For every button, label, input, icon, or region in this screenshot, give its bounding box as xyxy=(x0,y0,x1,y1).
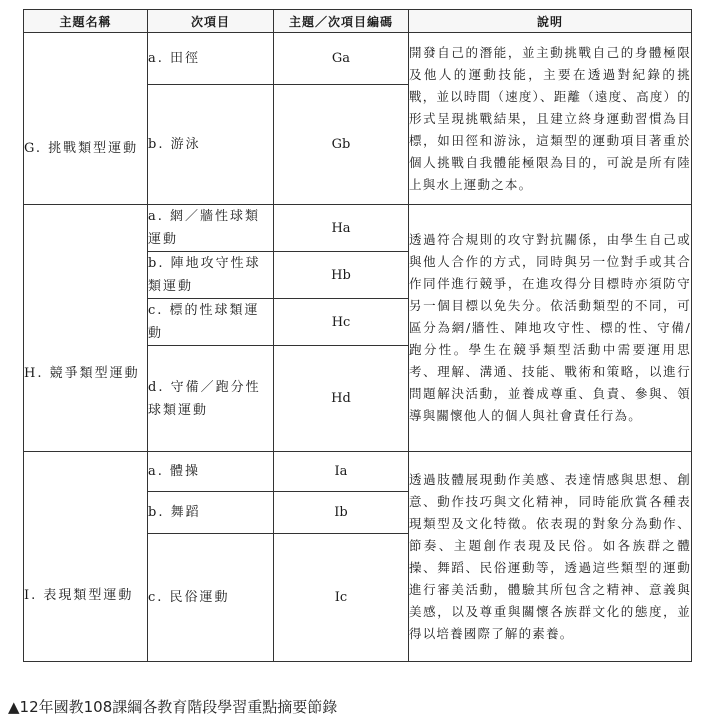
curriculum-table xyxy=(23,9,692,662)
theme-cell-i xyxy=(24,452,148,662)
description-cell-i: 透過肢體展現動作美感、表達情感與思想、創意、動作技巧與文化精神，同時能欣賞各種表現類型及文化特徵。依表現的對象分為動作、節奏、主題創作表現及民俗。如各族群之體操、舞蹈、民俗運動等，透過這些類型的運動進行審美活動，體驗其所包含之精神、意義與美感，以及尊重與關懷各族群文化的態度，並得以培養國際了解的素養。 xyxy=(409,452,692,662)
theme-label: H. 競爭類型運動 xyxy=(24,366,140,381)
code-cell: Ic xyxy=(274,534,409,662)
code-cell: Gb xyxy=(274,85,409,205)
code-cell: Ia xyxy=(274,452,409,492)
sub-item-cell: a. 田徑 xyxy=(148,33,274,85)
code-cell: Hd xyxy=(274,346,409,452)
header-code: 主題／次項目編碼 xyxy=(274,10,409,33)
sub-item-cell: b. 舞蹈 xyxy=(148,492,274,534)
code-cell: Hc xyxy=(274,299,409,346)
code-cell: Ga xyxy=(274,33,409,85)
code-cell: Ib xyxy=(274,492,409,534)
sub-item-cell: a. 網／牆性球類運動 xyxy=(148,205,274,252)
sub-item-cell: a. 體操 xyxy=(148,452,274,492)
figure-caption: ▲12年國教108課綱各教育階段學習重點摘要節錄 xyxy=(8,698,338,716)
code-cell: Ha xyxy=(274,205,409,252)
theme-cell-h xyxy=(24,205,148,452)
header-desc: 說明 xyxy=(409,10,692,33)
sub-item-cell: d. 守備／跑分性球類運動 xyxy=(148,346,274,452)
sub-item-cell: c. 標的性球類運動 xyxy=(148,299,274,346)
table-row xyxy=(24,33,692,85)
description-cell-g: 開發自己的潛能，並主動挑戰自己的身體極限及他人的運動技能，主要在透過對紀錄的挑戰，並以時間（速度）、距離（遠度、高度）的形式呈現挑戰結果，且建立終身運動習慣為目標，如田徑和游泳，這類型的運動項目著重於個人挑戰自我體能極限為目的，可說是所有陸上與水上運動之本。 xyxy=(409,33,692,205)
table-row xyxy=(24,205,692,252)
theme-label: I. 表現類型運動 xyxy=(24,587,134,603)
code-cell: Hb xyxy=(274,252,409,299)
sub-item-cell: c. 民俗運動 xyxy=(148,534,274,662)
theme-label: G. 挑戰類型運動 xyxy=(24,140,139,156)
header-row xyxy=(24,10,692,33)
description-cell-h: 透過符合規則的攻守對抗關係，由學生自己或與他人合作的方式，同時與另一位對手或其合作同伴進行競爭，在進攻得分目標時亦須防守另一個目標以免失分。依活動類型的不同，可區分為網/牆性、陣地攻守性、標的性、守備/跑分性。學生在競爭類型活動中需要運用思考、理解、溝通、技能、戰術和策略，以進行問題解決活動，並養成尊重、負責、參與、領導與關懷他人的個人與社會責任行為。 xyxy=(409,205,692,452)
theme-cell-g xyxy=(24,33,148,205)
header-sub: 次項目 xyxy=(148,10,274,33)
sub-item-cell: b. 游泳 xyxy=(148,85,274,205)
table-row xyxy=(24,452,692,492)
header-theme: 主題名稱 xyxy=(24,10,148,33)
sub-item-cell: b. 陣地攻守性球類運動 xyxy=(148,252,274,299)
